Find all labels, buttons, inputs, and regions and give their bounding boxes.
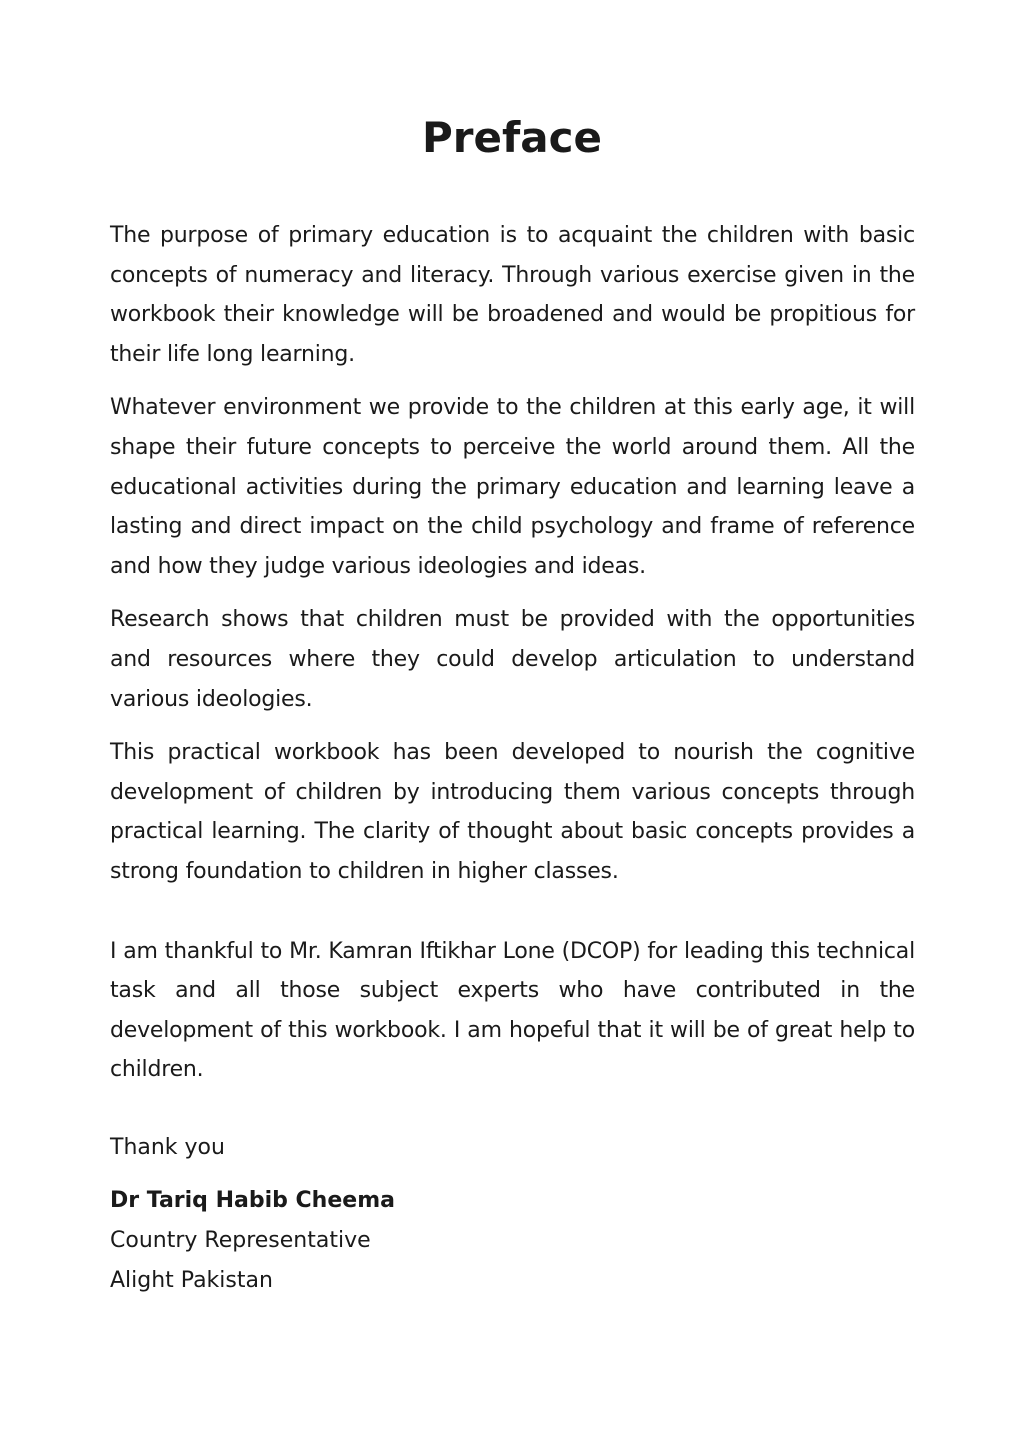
signatory-name: Dr Tariq Habib Cheema — [110, 1188, 395, 1214]
signatory-organization: Alight Pakistan — [110, 1267, 273, 1293]
paragraph-environment: Whatever environment we provide to the children at this early age, it will shape their future concepts to perceive the world around them. All the educational activities during the primary education and learning leave a lasting and direct impact on the child psychology and frame of reference and how they judge various ideologies and ideas. — [110, 395, 915, 579]
paragraph-workbook: This practical workbook has been developed to nourish the cognitive development of children by introducing them various concepts through practical learning. The clarity of thought about basic concepts provides a strong foundation to children in higher classes. — [110, 740, 915, 884]
paragraph-acknowledgement: I am thankful to Mr. Kamran Iftikhar Lone (DCOP) for leading this technical task and all those subject experts who have contributed in the development of this workbook. I am hopeful that it will be of great help to children. — [110, 938, 915, 1083]
closing-thanks: Thank you — [110, 1134, 225, 1160]
paragraph-purpose: The purpose of primary education is to acquaint the children with basic concepts of numeracy and literacy. Through various exercise given in the workbook their knowledge will be broadened and would be propitious for their life long learning. — [110, 223, 915, 367]
paragraph-research: Research shows that children must be provided with the opportunities and resources where they could develop articulation to understand various ideologies. — [110, 607, 915, 712]
signatory-role: Country Representative — [110, 1228, 371, 1254]
page-title: Preface — [422, 113, 602, 162]
preface-body — [110, 216, 915, 1300]
signature-block — [110, 1128, 915, 1300]
